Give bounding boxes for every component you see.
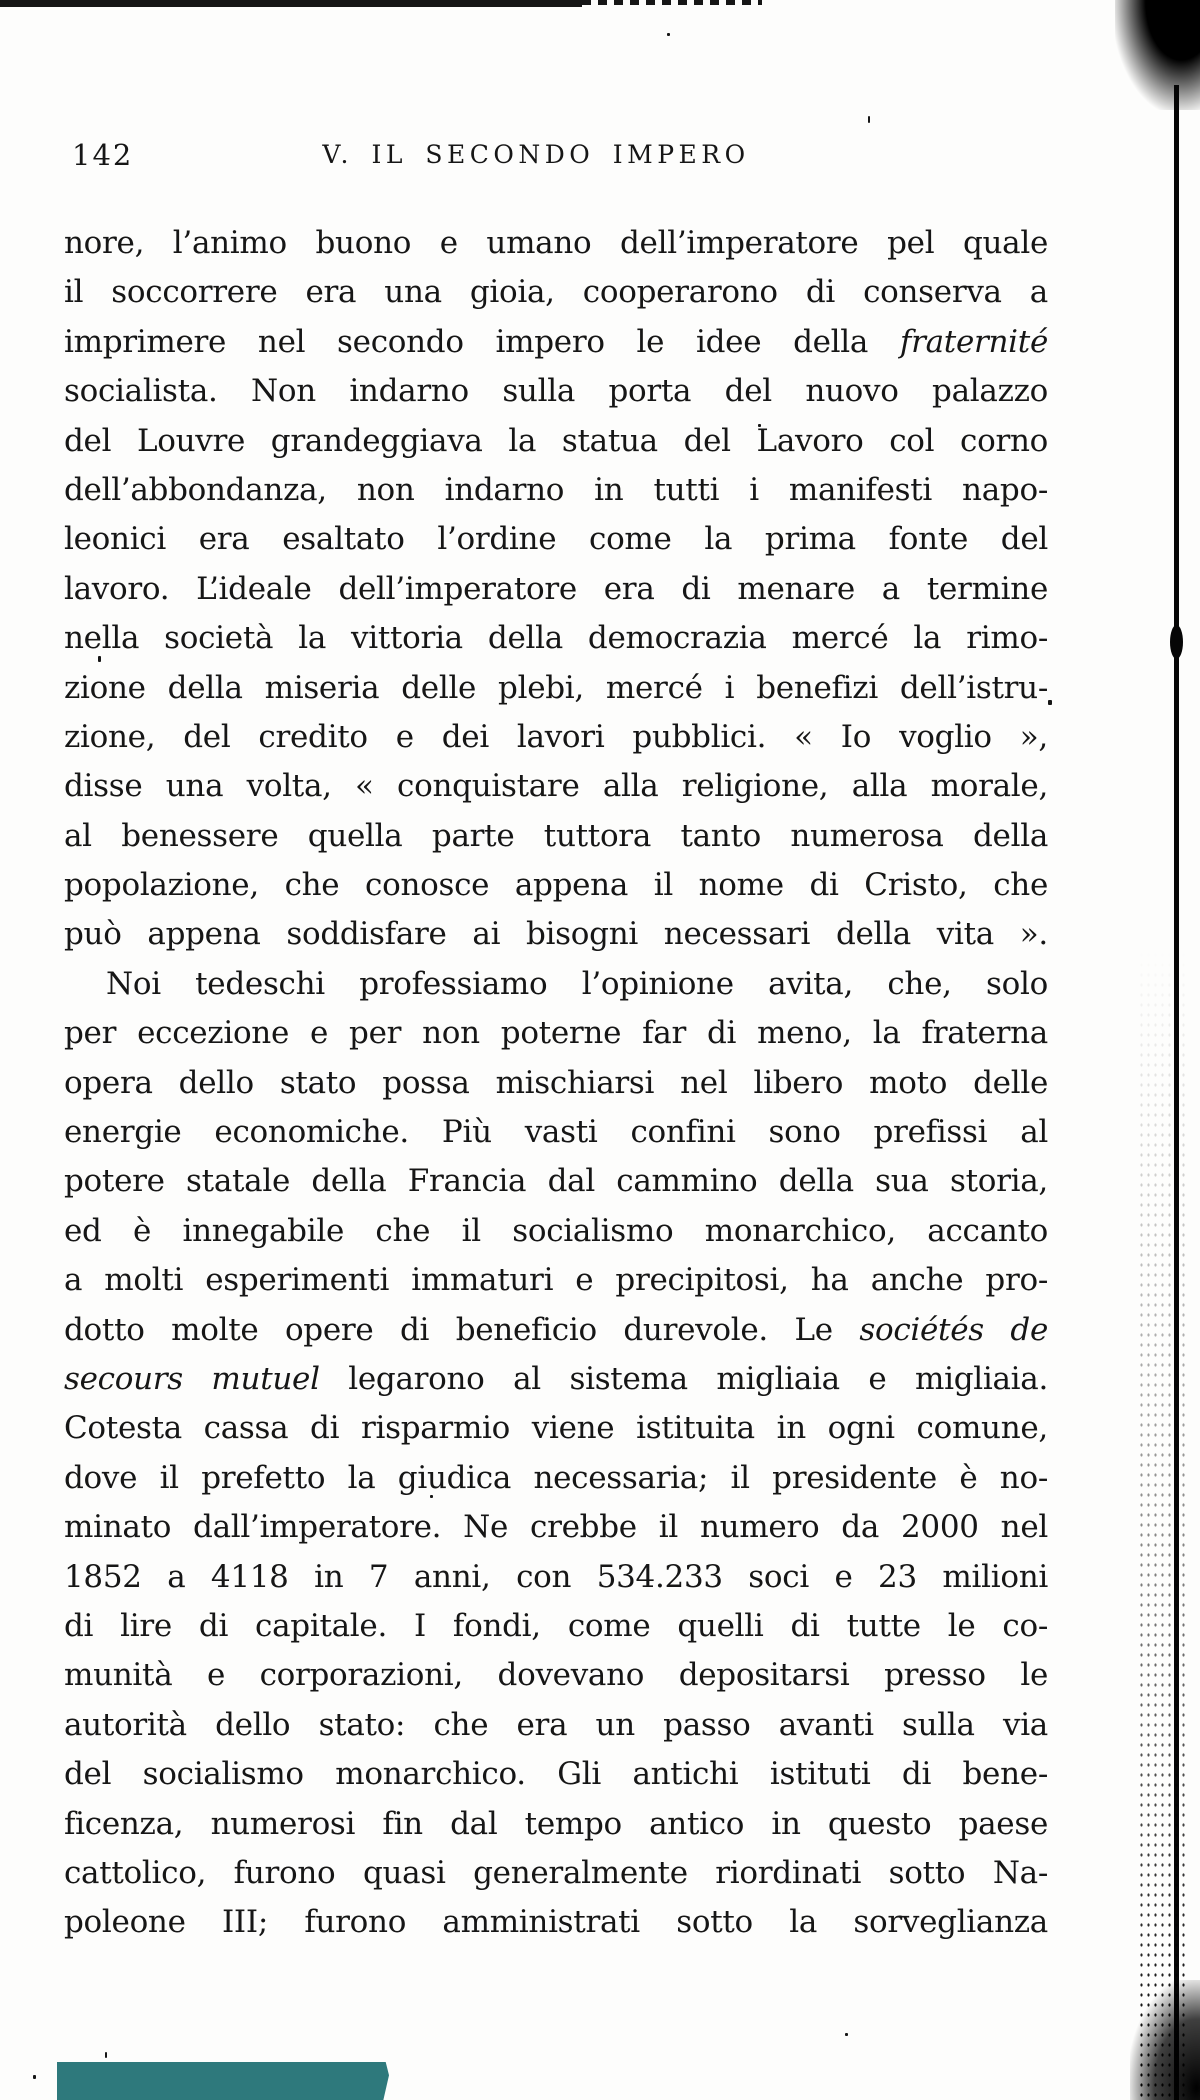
scan-right-top-smudge xyxy=(1115,0,1200,110)
text-line xyxy=(64,713,1048,762)
text-line xyxy=(64,1108,1048,1157)
text-line xyxy=(64,1059,1048,1108)
text-run: Cotesta cassa di risparmio viene istituita in ogni comune, xyxy=(64,1410,1048,1447)
text-run: poleone III; furono amministrati sotto la sorveglianza xyxy=(64,1904,1048,1941)
ink-speck xyxy=(1048,700,1052,705)
text-run: potere statale della Francia dal cammino della sua storia, xyxy=(64,1163,1048,1200)
text-run: di lire di capitale. I fondi, come quelli di tutte le co- xyxy=(64,1607,1048,1644)
text-line xyxy=(64,1750,1048,1799)
text-line xyxy=(64,417,1048,466)
text-run: a molti esperimenti immaturi e precipitosi, ha anche pro- xyxy=(64,1262,1048,1299)
text-line xyxy=(64,367,1048,416)
text-run: leonici era esaltato l’ordine come la prima fonte del xyxy=(64,521,1048,558)
text-line xyxy=(64,1602,1048,1651)
ink-speck xyxy=(845,2033,848,2036)
text-run: ed è innegabile che il socialismo monarchico, accanto xyxy=(64,1212,1048,1249)
text-line xyxy=(64,1306,1048,1355)
text-line xyxy=(64,1404,1048,1453)
text-run: del Louvre grandeggiava la statua del Lavoro col corno xyxy=(64,422,1048,459)
italic-text-run: sociétés de xyxy=(859,1311,1048,1348)
text-line xyxy=(64,1454,1048,1503)
text-run: del socialismo monarchico. Gli antichi istituti di bene- xyxy=(64,1756,1048,1793)
text-line xyxy=(64,1800,1048,1849)
text-line xyxy=(64,1651,1048,1700)
text-line xyxy=(64,910,1048,959)
text-run: minato dall’imperatore. Ne crebbe il numero da 2000 nel xyxy=(64,1509,1048,1546)
text-run: nore, l’animo buono e umano dell’imperatore pel quale xyxy=(64,225,1048,261)
ink-speck xyxy=(105,2052,107,2058)
text-run: munità e corporazioni, dovevano depositarsi presso le xyxy=(64,1657,1048,1694)
text-line xyxy=(64,268,1048,317)
italic-text-run: secours mutuel xyxy=(64,1360,320,1397)
text-line xyxy=(64,1207,1048,1256)
ink-speck xyxy=(868,116,870,123)
text-run: energie economiche. Più vasti confini sono prefissi al xyxy=(64,1114,1048,1151)
scan-teal-bar xyxy=(57,2062,389,2100)
text-run: imprimere nel secondo impero le idee della xyxy=(64,323,900,360)
text-line xyxy=(64,1256,1048,1305)
page-number: 142 xyxy=(72,138,134,172)
text-line xyxy=(64,614,1048,663)
ink-speck xyxy=(667,33,670,36)
text-line xyxy=(64,466,1048,515)
page-header xyxy=(64,136,1048,176)
text-line xyxy=(64,515,1048,564)
text-line xyxy=(64,960,1048,1009)
text-run: nella società la vittoria della democrazia mercé la rimo- xyxy=(64,620,1048,657)
text-line xyxy=(64,565,1048,614)
text-block xyxy=(64,219,1048,1948)
text-run: disse una volta, « conquistare alla religione, alla morale, xyxy=(64,768,1048,805)
text-line xyxy=(64,219,1048,268)
text-run: può appena soddisfare ai bisogni necessari della vita ». xyxy=(64,916,1048,953)
text-run: cattolico, furono quasi generalmente riordinati sotto Na- xyxy=(64,1854,1048,1891)
text-run: dove il prefetto la giudica necessaria; il presidente è no- xyxy=(64,1459,1048,1496)
text-line xyxy=(64,812,1048,861)
text-line xyxy=(64,861,1048,910)
text-run: legarono al sistema migliaia e migliaia. xyxy=(319,1360,1048,1397)
scan-top-edge-ragged xyxy=(582,0,762,5)
scan-right-speckle-band xyxy=(1138,950,1186,2100)
text-run: ficenza, numerosi fin dal tempo antico in questo paese xyxy=(64,1805,1048,1842)
scan-top-edge-bar xyxy=(0,0,582,7)
text-line xyxy=(64,1355,1048,1404)
ink-speck xyxy=(33,2075,36,2079)
scan-bottom-right-smudge xyxy=(1130,1980,1200,2100)
italic-text-run: fraternité xyxy=(899,323,1048,360)
text-line xyxy=(64,1701,1048,1750)
text-line xyxy=(64,1849,1048,1898)
text-run: lavoro. L’ideale dell’imperatore era di menare a termine xyxy=(64,570,1048,607)
text-line xyxy=(64,664,1048,713)
text-run: opera dello stato possa mischiarsi nel libero moto delle xyxy=(64,1064,1048,1101)
text-run: socialista. Non indarno sulla porta del nuovo palazzo xyxy=(64,373,1048,410)
text-run: autorità dello stato: che era un passo avanti sulla via xyxy=(64,1706,1048,1743)
text-run: al benessere quella parte tuttora tanto numerosa della xyxy=(64,817,1048,854)
text-line xyxy=(64,318,1048,367)
text-line xyxy=(64,1553,1048,1602)
text-line xyxy=(64,762,1048,811)
text-run: dotto molte opere di beneficio durevole. Le xyxy=(64,1311,860,1348)
text-run: dell’abbondanza, non indarno in tutti i manifesti napo- xyxy=(64,471,1048,508)
text-run: popolazione, che conosce appena il nome di Cristo, che xyxy=(64,867,1048,904)
running-title: V. IL SECONDO IMPERO xyxy=(322,140,750,169)
text-line xyxy=(64,1898,1048,1947)
scan-right-edge-blob xyxy=(1170,625,1183,659)
text-run: 1852 a 4118 in 7 anni, con 534.233 soci e 23 milioni xyxy=(64,1558,1048,1595)
text-line xyxy=(64,1503,1048,1552)
text-run: zione della miseria delle plebi, mercé i benefizi dell’istru- xyxy=(64,669,1048,706)
text-run: per eccezione e per non poterne far di meno, la fraterna xyxy=(64,1015,1048,1052)
text-line xyxy=(64,1157,1048,1206)
text-line xyxy=(64,1009,1048,1058)
text-run: il soccorrere era una gioia, cooperarono di conserva a xyxy=(64,274,1048,311)
text-run: Noi tedeschi professiamo l’opinione avita, che, solo xyxy=(106,965,1048,1002)
text-run: zione, del credito e dei lavori pubblici. « Io voglio », xyxy=(64,718,1048,755)
